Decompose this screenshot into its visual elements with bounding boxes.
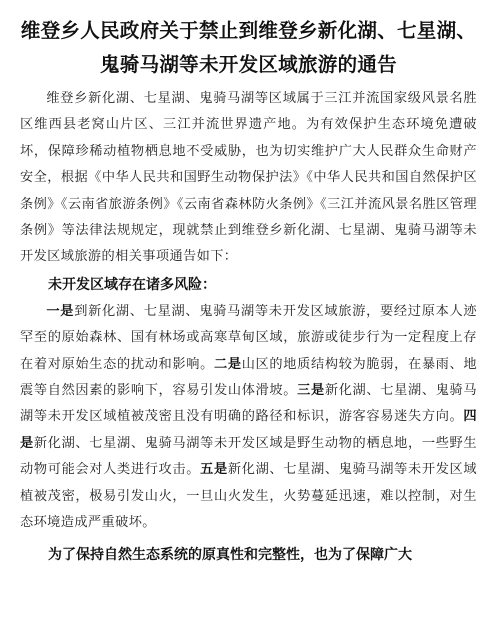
risk-lead: 五是 [200, 462, 228, 478]
risk-text: 新化湖、七星湖、鬼骑马湖等未开发区域植被茂密，极易引发山火，一旦山火发生，火势蔓延迅速，难以控制，对生态环境造成严重破坏。 [20, 462, 477, 531]
risk-lead: 三是 [297, 383, 325, 399]
risk-text: 山区的地质结构较为脆弱，在暴雨、地震等自然因素的影响下，容易引发山体滑坡。 [20, 356, 477, 399]
risk-text: 到新化湖、七星湖、鬼骑马湖等未开发区域旅游，要经过原本人迹罕至的原始森林、国有林场或高寒草甸区域，旅游或徒步行为一定程度上存在着对原始生态的扰动和影响。 [20, 303, 477, 372]
risk-text: 新化湖、七星湖、鬼骑马湖等未开发区域是野生动物的栖息地，一些野生动物可能会对人类进行攻击。 [20, 435, 477, 478]
risks-paragraph [20, 299, 477, 537]
risk-text: 新化湖、七星湖、鬼骑马湖等未开发区域植被茂密且没有明确的路径和标识，游客容易迷失方向。 [20, 383, 477, 425]
risk-lead: 二是 [213, 356, 242, 372]
risk-lead: 一是 [46, 303, 75, 319]
section-heading: 未开发区域存在诸多风险： [48, 276, 216, 293]
notice-title: 维登乡人民政府关于禁止到维登乡新化湖、七星湖、鬼骑马湖等未开发区域旅游的通告 [20, 19, 477, 76]
closing-paragraph: 为了保持自然生态系统的原真性和完整性，也为了保障广大 [48, 546, 412, 563]
risk-lead: 四是 [20, 409, 477, 451]
intro-paragraph: 维登乡新化湖、七星湖、鬼骑马湖等区域属于三江并流国家级风景名胜区维西县老窝山片区、三江并流世界遗产地。为有效保护生态环境免遭破坏，保障珍稀动植物栖息地不受威胁，也为切实维护广大人民群众生命财产安全，根据《中华人民共和国野生动物保护法》《中华人民共和国自然保护区条例》《云南省旅游条例》《云南省森林防火条例》《三江并流风景名胜区管理条例》等法律法规规定，现就禁止到维登乡新化湖、七星湖、鬼骑马湖等未开发区域旅游的相关事项通告如下： [20, 91, 477, 265]
